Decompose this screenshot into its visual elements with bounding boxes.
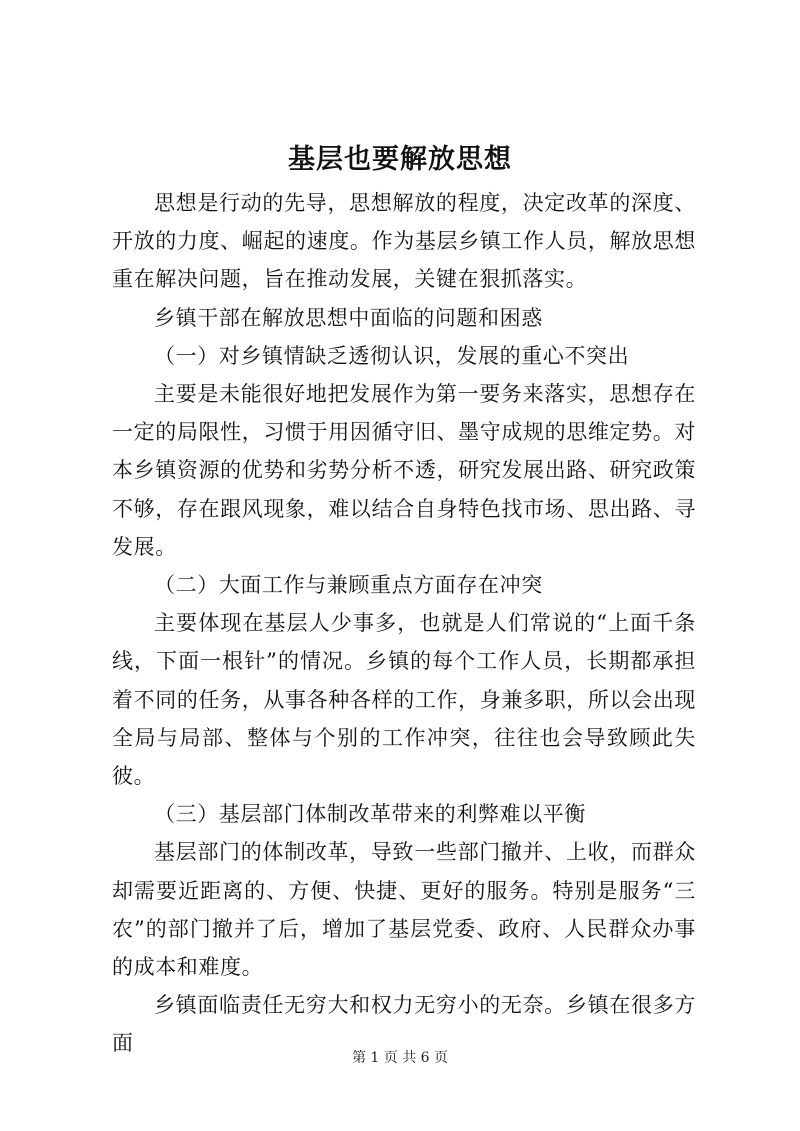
subsection-heading-1: （一）对乡镇情缺乏透彻认识，发展的重心不突出: [154, 343, 630, 368]
subsection-heading-2: （二）大面工作与兼顾重点方面存在冲突: [154, 573, 543, 598]
paragraph-1: 主要是未能很好地把发展作为第一要务来落实，思想存在一定的局限性，习惯于用因循守旧、墨守成规的思维定势。对本乡镇资源的优势和劣势分析不透，研究发展出路、研究政策不够，存在跟风现象，难以结合自身特色找市场、思出路、寻发展。: [112, 382, 696, 559]
document-body: [112, 184, 696, 1063]
document-title: 基层也要解放思想: [288, 144, 512, 175]
subsection-heading-3: （三）基层部门体制改革带来的利弊难以平衡: [154, 802, 586, 827]
page-footer: 第 1 页 共 6 页: [351, 1050, 449, 1066]
paragraph-3: 基层部门的体制改革，导致一些部门撤并、上收，而群众却需要近距离的、方便、快捷、更好的服务。特别是服务“三农”的部门撤并了后，增加了基层党委、政府、人民群众办事的成本和难度。: [112, 840, 696, 980]
paragraph-intro: 思想是行动的先导，思想解放的程度，决定改革的深度、开放的力度、崛起的速度。作为基层乡镇工作人员，解放思想重在解决问题，旨在推动发展，关键在狠抓落实。: [112, 191, 696, 292]
paragraph-2: 主要体现在基层人少事多，也就是人们常说的“上面千条线，下面一根针”的情况。乡镇的每个工作人员，长期都承担着不同的任务，从事各种各样的工作，身兼多职，所以会出现全局与局部、整体与个别的工作冲突，往往也会导致顾此失彼。: [112, 611, 696, 789]
section-heading: 乡镇干部在解放思想中面临的问题和困惑: [154, 305, 543, 330]
paragraph-4: 乡镇面临责任无穷大和权力无穷小的无奈。乡镇在很多方面: [112, 993, 696, 1056]
